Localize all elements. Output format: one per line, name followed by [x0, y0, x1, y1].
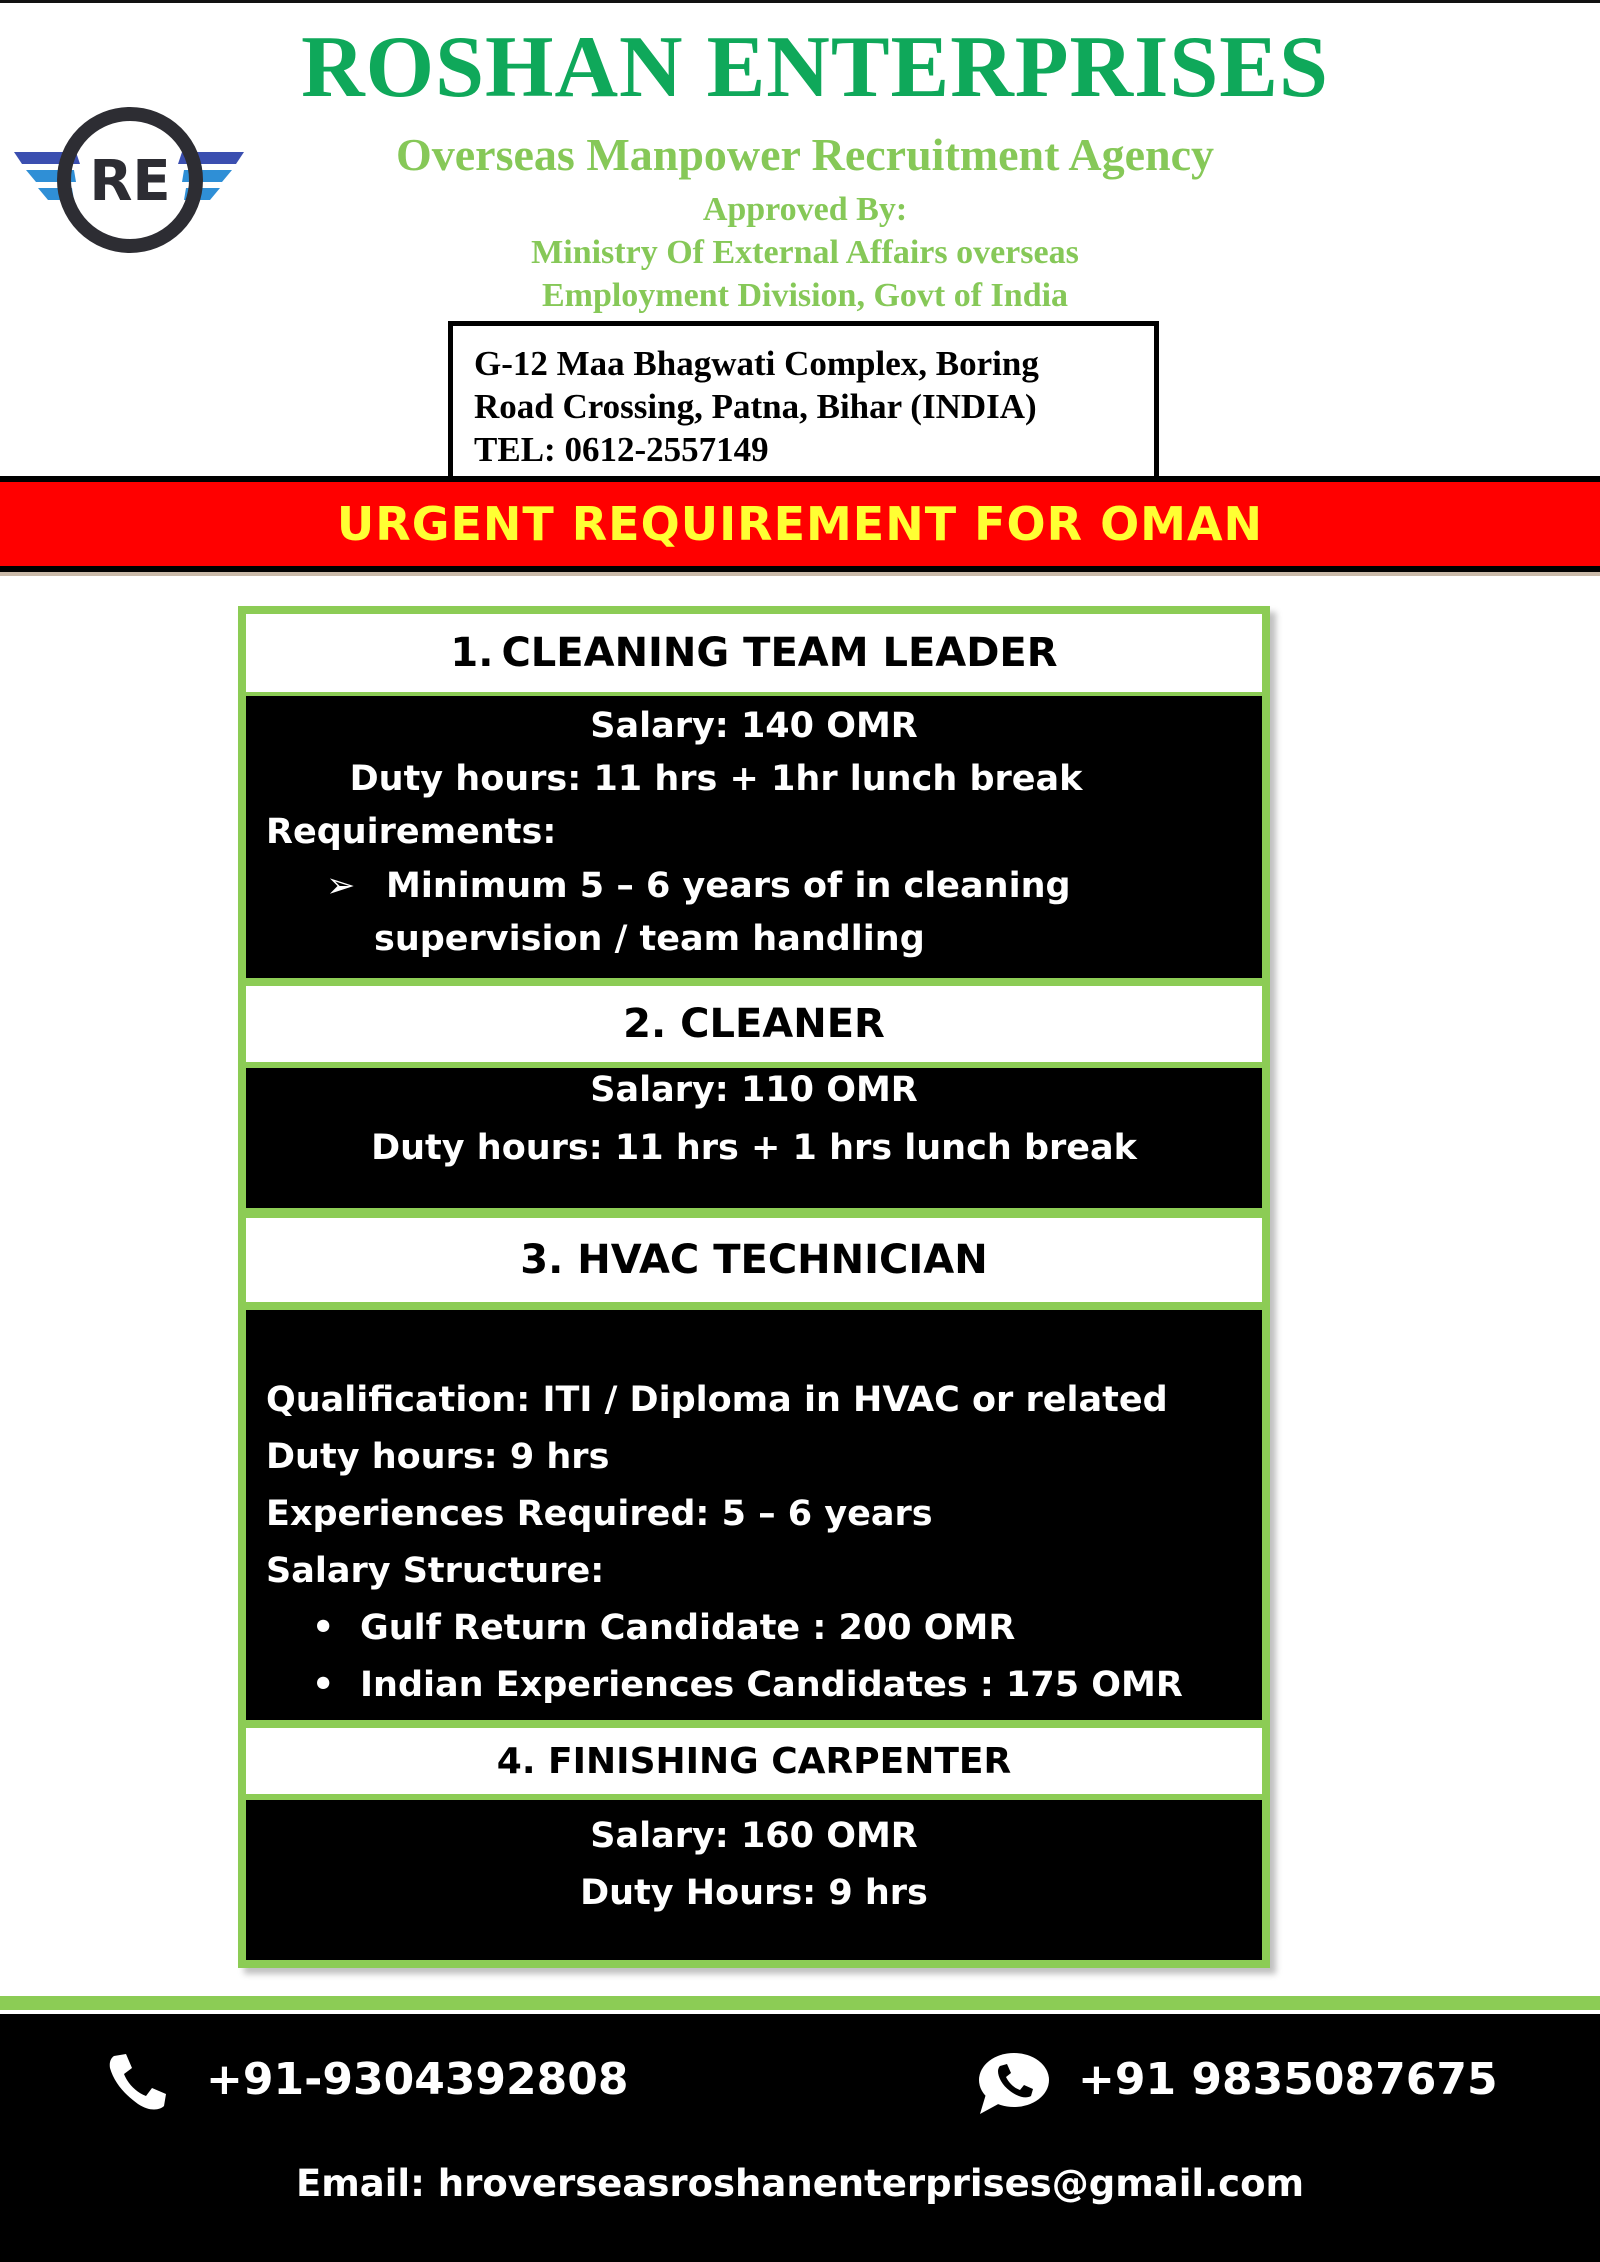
job-duty-hours: Duty hours: 9 hrs — [266, 1437, 610, 1477]
job-duty-hours: Duty Hours: 9 hrs — [580, 1873, 928, 1913]
job-details-cleaning-team-leader — [246, 696, 1262, 978]
phone-number[interactable]: +91-9304392808 — [206, 2054, 629, 2105]
job-title-hvac-technician: 3. HVAC TECHNICIAN — [246, 1218, 1262, 1302]
job-title-cleaner: 2. CLEANER — [246, 986, 1262, 1062]
job-requirement-line: supervision / team handling — [374, 919, 925, 959]
approval-text — [225, 188, 1385, 317]
urgent-banner — [0, 482, 1600, 566]
job-salary: Salary: 110 OMR — [590, 1070, 918, 1110]
job-details-cleaner — [246, 1068, 1262, 1208]
phone-icon — [106, 2050, 170, 2114]
company-name: ROSHAN ENTERPRISES — [301, 19, 1329, 116]
whatsapp-icon — [976, 2050, 1050, 2116]
approval-line: Employment Division, Govt of India — [541, 277, 1069, 314]
footer-green-strip — [0, 1996, 1600, 2010]
banner-text: URGENT REQUIREMENT FOR OMAN — [336, 497, 1264, 551]
address-line: Road Crossing, Patna, Bihar (INDIA) — [474, 387, 1037, 426]
bullet-icon: • — [312, 1665, 335, 1705]
telephone-line: TEL: 0612-2557149 — [474, 430, 769, 469]
job-duty-hours: Duty hours: 11 hrs + 1hr lunch break — [349, 759, 1083, 799]
whatsapp-number[interactable]: +91 9835087675 — [1078, 2054, 1498, 2105]
contact-footer — [0, 2014, 1600, 2262]
email-address[interactable]: Email: hroverseasroshanenterprises@gmail.com — [295, 2162, 1305, 2205]
job-qualification: Qualification: ITI / Diploma in HVAC or related — [266, 1380, 1168, 1420]
job-salary-item: Gulf Return Candidate : 200 OMR — [360, 1608, 1016, 1648]
job-salary: Salary: 140 OMR — [590, 706, 918, 746]
job-title-cleaning-team-leader: 1. CLEANING TEAM LEADER — [246, 614, 1262, 692]
company-tagline: Overseas Manpower Recruitment Agency — [395, 129, 1215, 180]
job-requirement-line: Minimum 5 – 6 years of in cleaning — [386, 866, 1071, 906]
top-border-line — [0, 0, 1600, 3]
approval-line: Ministry Of External Affairs overseas — [531, 234, 1079, 271]
job-title-finishing-carpenter: 4. FINISHING CARPENTER — [246, 1728, 1262, 1794]
address-line: G-12 Maa Bhagwati Complex, Boring — [474, 344, 1039, 383]
company-logo — [14, 100, 244, 260]
job-salary-item: Indian Experiences Candidates : 175 OMR — [360, 1665, 1183, 1705]
job-experience: Experiences Required: 5 – 6 years — [266, 1494, 933, 1534]
approval-line: Approved By: — [702, 191, 908, 228]
job-details-finishing-carpenter — [246, 1800, 1262, 1960]
bullet-icon: • — [312, 1608, 335, 1648]
arrow-bullet-icon: ➢ — [326, 866, 356, 906]
job-details-hvac-technician — [246, 1310, 1262, 1720]
job-requirements-label: Requirements: — [266, 812, 557, 852]
jobs-panel — [238, 606, 1270, 1968]
svg-text:RE: RE — [89, 149, 171, 214]
job-salary-structure-label: Salary Structure: — [266, 1551, 605, 1591]
job-salary: Salary: 160 OMR — [590, 1816, 918, 1856]
banner-shadow — [0, 572, 1600, 576]
address-box — [448, 321, 1159, 478]
job-duty-hours: Duty hours: 11 hrs + 1 hrs lunch break — [371, 1128, 1137, 1168]
